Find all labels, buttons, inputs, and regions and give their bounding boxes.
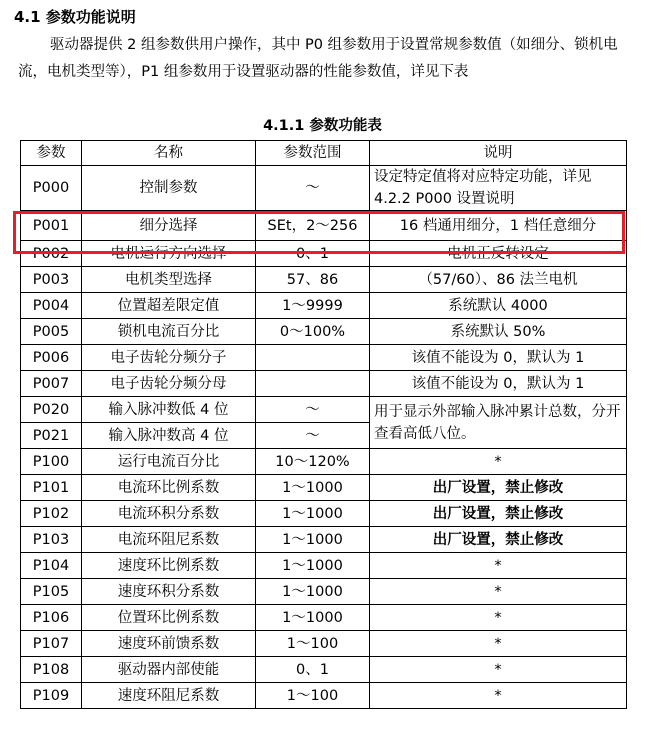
section-heading: 4.1 参数功能说明: [14, 8, 136, 26]
cell-range: ～: [256, 423, 370, 449]
cell-range: [256, 371, 370, 397]
cell-desc: 出厂设置，禁止修改: [370, 527, 627, 553]
cell-range: 1～1000: [256, 553, 370, 579]
table-row: [21, 293, 627, 319]
cell-range: 1～1000: [256, 605, 370, 631]
cell-name: 锁机电流百分比: [82, 319, 256, 345]
cell-range: [256, 345, 370, 371]
cell-name: 运行电流百分比: [82, 449, 256, 475]
cell-code: P002: [21, 241, 82, 267]
cell-name: 细分选择: [82, 211, 256, 241]
cell-name: 位置超差限定值: [82, 293, 256, 319]
cell-code: P020: [21, 397, 82, 423]
cell-code: P107: [21, 631, 82, 657]
cell-name: 速度环积分系数: [82, 579, 256, 605]
cell-code: P102: [21, 501, 82, 527]
cell-name: 位置环比例系数: [82, 605, 256, 631]
cell-range: 1～100: [256, 631, 370, 657]
cell-desc: 设定特定值将对应特定功能，详见 4.2.2 P000 设置说明: [370, 166, 627, 211]
cell-desc-merged: 用于显示外部输入脉冲累计总数，分开查看高低八位。: [370, 397, 627, 449]
cell-name: 输入脉冲数低 4 位: [82, 397, 256, 423]
table-row: [21, 475, 627, 501]
cell-code: P003: [21, 267, 82, 293]
cell-code: P005: [21, 319, 82, 345]
intro-text: 驱动器提供 2 组参数供用户操作，其中 P0 组参数用于设置常规参数值（如细分、锁机电流，电机类型等），P1 组参数用于设置驱动器的性能参数值，详见下表: [18, 37, 618, 80]
table-row: [21, 166, 627, 211]
cell-name: 电子齿轮分频分子: [82, 345, 256, 371]
cell-range: 1～1000: [256, 579, 370, 605]
header-name: 名称: [82, 141, 256, 166]
cell-range: ～: [256, 166, 370, 211]
cell-code: P004: [21, 293, 82, 319]
cell-code: P000: [21, 166, 82, 211]
table-row: [21, 345, 627, 371]
cell-desc: *: [370, 631, 627, 657]
cell-desc: 系统默认 50%: [370, 319, 627, 345]
cell-name: 电流环阻尼系数: [82, 527, 256, 553]
table-row: [21, 449, 627, 475]
cell-desc: 该值不能设为 0，默认为 1: [370, 371, 627, 397]
cell-name: 电子齿轮分频分母: [82, 371, 256, 397]
table-row: [21, 501, 627, 527]
cell-desc: 电机正反转设定: [370, 241, 627, 267]
table-caption: 4.1.1 参数功能表: [263, 118, 382, 134]
cell-range: 1～1000: [256, 527, 370, 553]
cell-name: 驱动器内部使能: [82, 657, 256, 683]
table-row: [21, 371, 627, 397]
table-row: [21, 267, 627, 293]
table-row: [21, 683, 627, 709]
cell-name: 速度环比例系数: [82, 553, 256, 579]
cell-desc: 出厂设置，禁止修改: [370, 501, 627, 527]
cell-range: 10～120%: [256, 449, 370, 475]
cell-desc: *: [370, 579, 627, 605]
cell-desc: 该值不能设为 0，默认为 1: [370, 345, 627, 371]
table-header-row: [21, 141, 627, 166]
cell-code: P100: [21, 449, 82, 475]
table-row: [21, 397, 627, 423]
cell-range: 1～9999: [256, 293, 370, 319]
cell-code: P103: [21, 527, 82, 553]
table-row: [21, 579, 627, 605]
table-row: [21, 657, 627, 683]
table-row: [21, 319, 627, 345]
cell-desc: （57/60）、86 法兰电机: [370, 267, 627, 293]
cell-range: 0、1: [256, 241, 370, 267]
cell-name: 速度环前馈系数: [82, 631, 256, 657]
cell-code: P106: [21, 605, 82, 631]
cell-desc: *: [370, 449, 627, 475]
cell-code: P101: [21, 475, 82, 501]
cell-desc: 出厂设置，禁止修改: [370, 475, 627, 501]
cell-name: 输入脉冲数高 4 位: [82, 423, 256, 449]
cell-code: P108: [21, 657, 82, 683]
cell-desc: *: [370, 683, 627, 709]
cell-name: 电机运行方向选择: [82, 241, 256, 267]
cell-desc: 16 档通用细分，1 档任意细分: [370, 211, 627, 241]
table-row: [21, 527, 627, 553]
cell-name: 电流环比例系数: [82, 475, 256, 501]
cell-name: 控制参数: [82, 166, 256, 211]
cell-code: P021: [21, 423, 82, 449]
header-range: 参数范围: [256, 141, 370, 166]
intro-paragraph: [18, 32, 628, 86]
header-code: 参数: [21, 141, 82, 166]
header-desc: 说明: [370, 141, 627, 166]
cell-range: 0、1: [256, 657, 370, 683]
table-row: [21, 605, 627, 631]
cell-range: 0～100%: [256, 319, 370, 345]
cell-name: 电流环积分系数: [82, 501, 256, 527]
cell-range: 57、86: [256, 267, 370, 293]
highlight-box: [13, 211, 625, 254]
cell-name: 电机类型选择: [82, 267, 256, 293]
cell-desc: *: [370, 605, 627, 631]
cell-desc: 系统默认 4000: [370, 293, 627, 319]
cell-name: 速度环阻尼系数: [82, 683, 256, 709]
cell-desc: *: [370, 657, 627, 683]
cell-code: P007: [21, 371, 82, 397]
table-row: [21, 553, 627, 579]
table-row: [21, 631, 627, 657]
cell-range: 1～1000: [256, 501, 370, 527]
cell-desc: *: [370, 553, 627, 579]
cell-range: 1～100: [256, 683, 370, 709]
cell-code: P001: [21, 211, 82, 241]
cell-code: P006: [21, 345, 82, 371]
cell-range: ～: [256, 397, 370, 423]
cell-range: SEt，2～256: [256, 211, 370, 241]
cell-range: 1～1000: [256, 475, 370, 501]
cell-code: P109: [21, 683, 82, 709]
cell-code: P104: [21, 553, 82, 579]
cell-code: P105: [21, 579, 82, 605]
